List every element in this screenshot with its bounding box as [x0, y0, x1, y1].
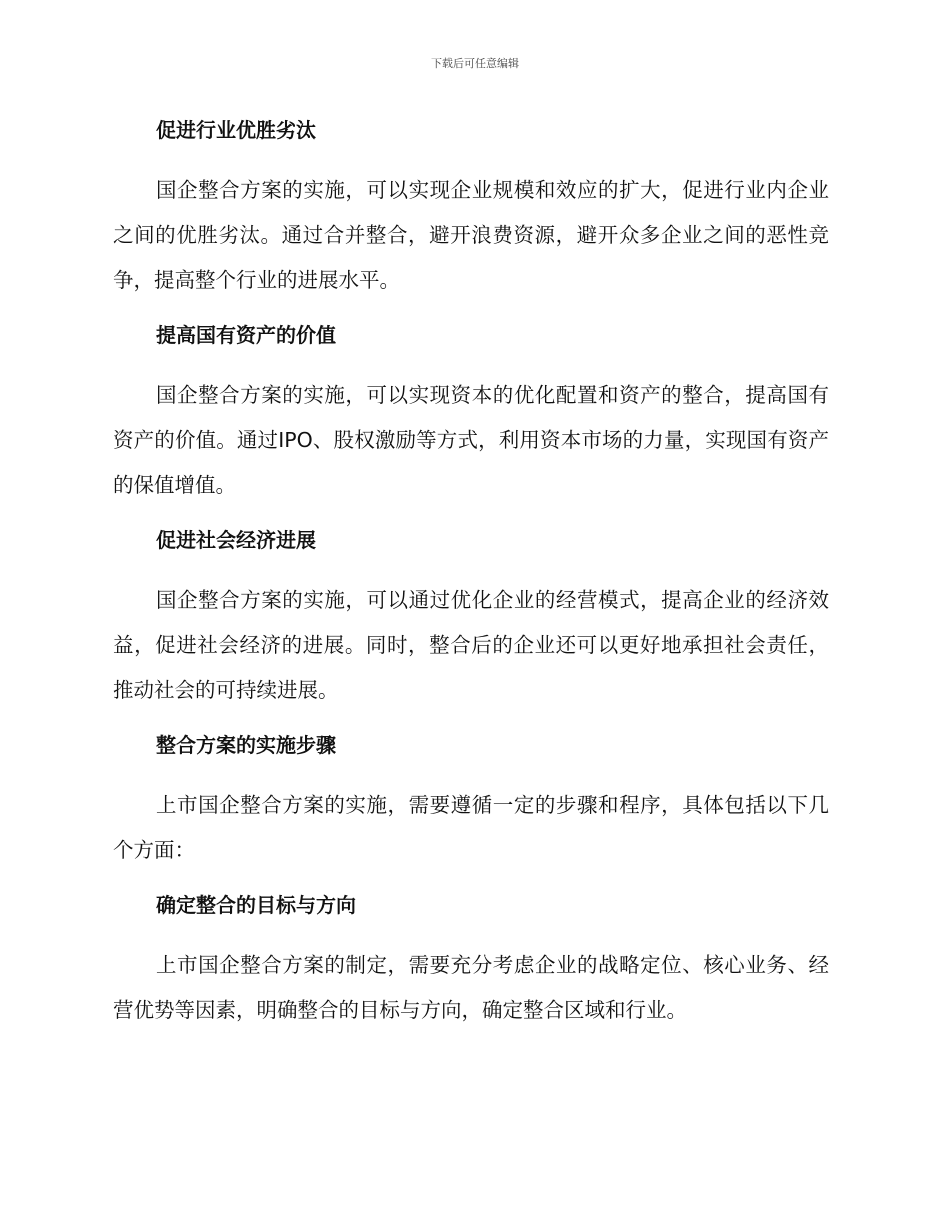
section-paragraph: 上市国企整合方案的制定，需要充分考虑企业的战略定位、核心业务、经营优势等因素，明确整合的目标与方向，确定整合区域和行业。 — [113, 953, 829, 1022]
section-heading: 整合方案的实施步骤 — [156, 733, 336, 757]
section-paragraph: 国企整合方案的实施，可以通过优化企业的经营模式，提高企业的经济效益，促进社会经济的进展。同时，整合后的企业还可以更好地承担社会责任，推动社会的可持续进展。 — [113, 588, 829, 702]
section-paragraph: 国企整合方案的实施，可以实现资本的优化配置和资产的整合，提高国有资产的价值。通过IPO、股权激励等方式，利用资本市场的力量，实现国有资产的保值增值。 — [113, 383, 829, 497]
header-note: 下载后可任意编辑 — [431, 57, 519, 70]
document-body — [113, 112, 829, 1047]
section-heading: 促进社会经济进展 — [156, 528, 316, 552]
section-paragraph: 上市国企整合方案的实施，需要遵循一定的步骤和程序，具体包括以下几个方面： — [113, 793, 829, 862]
section-paragraph: 国企整合方案的实施，可以实现企业规模和效应的扩大，促进行业内企业之间的优胜劣汰。通过合并整合，避开浪费资源，避开众多企业之间的恶性竞争，提高整个行业的进展水平。 — [113, 178, 829, 292]
section-heading: 促进行业优胜劣汰 — [156, 118, 316, 142]
section-heading: 提高国有资产的价值 — [156, 323, 336, 347]
section-heading: 确定整合的目标与方向 — [156, 893, 356, 917]
